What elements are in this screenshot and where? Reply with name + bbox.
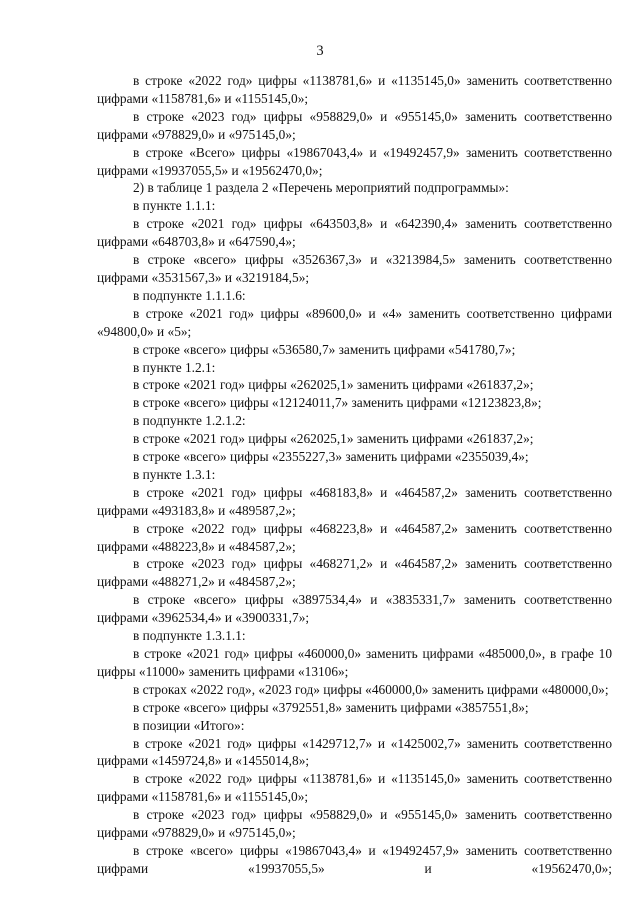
- paragraph: в строке «2021 год» цифры «262025,1» заменить цифрами «261837,2»;: [133, 431, 534, 447]
- paragraph: в строке «2021 год» цифры «1429712,7» и «1425002,7» заменить соответственно цифрами «1459724,8» и «1455014,8»;: [97, 735, 612, 769]
- paragraph: в подпункте 1.3.1.1:: [133, 628, 246, 644]
- paragraph: в строке «2021 год» цифры «89600,0» и «4» заменить соответственно цифрами «94800,0» и «5»;: [97, 305, 612, 339]
- paragraph: в подпункте 1.2.1.2:: [133, 413, 246, 429]
- paragraph: в строке «2023 год» цифры «468271,2» и «464587,2» заменить соответственно цифрами «488271,2» и «484587,2»;: [97, 556, 612, 590]
- paragraph: в строке «всего» цифры «3526367,3» и «3213984,5» заменить соответственно цифрами «3531567,3» и «3219184,5»;: [97, 252, 612, 285]
- paragraph: в строке «2022 год» цифры «1138781,6» и «1135145,0» заменить соответственно цифрами «1158781,6» и «1155145,0»;: [97, 73, 612, 106]
- paragraph: в строке «всего» цифры «3792551,8» заменить цифрами «3857551,8»;: [133, 699, 529, 715]
- paragraph: в строке «всего» цифры «536580,7» заменить цифрами «541780,7»;: [133, 341, 516, 357]
- paragraph: в пункте 1.2.1:: [133, 359, 216, 375]
- paragraph: в строке «2021 год» цифры «643503,8» и «642390,4» заменить соответственно цифрами «648703,8» и «647590,4»;: [97, 216, 612, 250]
- paragraph: в строке «2023 год» цифры «958829,0» и «955145,0» заменить соответственно цифрами «978829,0» и «975145,0»;: [97, 807, 612, 841]
- paragraph: в строке «2021 год» цифры «262025,1» заменить цифрами «261837,2»;: [133, 377, 534, 393]
- page-number: 3: [316, 43, 324, 59]
- paragraph: в строке «всего» цифры «19867043,4» и «19492457,9» заменить соответственно цифрами «19937055,5» и «19562470,0»;: [97, 842, 612, 876]
- paragraph: в строке «всего» цифры «3897534,4» и «3835331,7» заменить соответственно цифрами «3962534,4» и «3900331,7»;: [97, 592, 612, 626]
- paragraph: 2) в таблице 1 раздела 2 «Перечень мероприятий подпрограммы»:: [133, 180, 509, 196]
- paragraph: в позиции «Итого»:: [133, 717, 245, 733]
- paragraph: в строке «всего» цифры «2355227,3» заменить цифрами «2355039,4»;: [133, 449, 529, 465]
- paragraph: в подпункте 1.1.1.6:: [133, 287, 246, 303]
- paragraph: в строке «2021 год» цифры «460000,0» заменить цифрами «485000,0», в графе 10 цифры «11000» заменить цифрами «13106»;: [97, 646, 612, 679]
- paragraph: в строке «2022 год» цифры «468223,8» и «464587,2» заменить соответственно цифрами «488223,8» и «484587,2»;: [97, 520, 612, 554]
- paragraph: в строке «всего» цифры «12124011,7» заменить цифрами «12123823,8»;: [133, 395, 542, 411]
- paragraph: в строке «2021 год» цифры «468183,8» и «464587,2» заменить соответственно цифрами «493183,8» и «489587,2»;: [97, 484, 612, 518]
- paragraph: в строке «2023 год» цифры «958829,0» и «955145,0» заменить соответственно цифрами «978829,0» и «975145,0»;: [97, 108, 612, 142]
- document-body: [97, 72, 612, 878]
- paragraph: в строках «2022 год», «2023 год» цифры «460000,0» заменить цифрами «480000,0»;: [133, 681, 609, 697]
- paragraph: в строке «Всего» цифры «19867043,4» и «19492457,9» заменить соответственно цифрами «19937055,5» и «19562470,0»;: [97, 144, 612, 178]
- paragraph: в пункте 1.1.1:: [133, 198, 216, 214]
- paragraph: в строке «2022 год» цифры «1138781,6» и «1135145,0» заменить соответственно цифрами «1158781,6» и «1155145,0»;: [97, 771, 612, 805]
- paragraph: в пункте 1.3.1:: [133, 466, 216, 482]
